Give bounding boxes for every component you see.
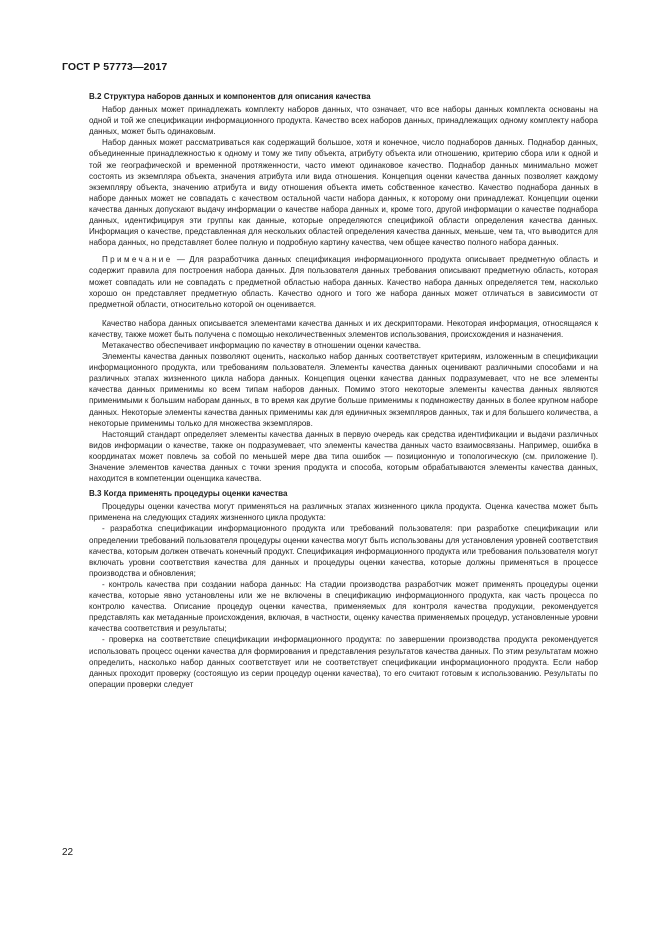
page-number: 22 [62, 847, 74, 858]
paragraph: Настоящий стандарт определяет элементы качества данных в первую очередь как средства идентификации и выдачи различных видов информации о качестве, также он подразумевает, что элементы качества данных часто взаимосвязаны. Например, ошибка в координатах может повлечь за собой по меньшей мере два типа ошибок — позиционную и топологическую (см. приложение I). Значение элементов качества данных с точки зрения продукта и способа, которым обрабатываются элементы качества данных, находится в компетенции оценщика качества. [89, 429, 598, 484]
list-item: - проверка на соответствие спецификации информационного продукта: по завершении производства продукта рекомендуется использовать процесс оценки качества для формирования и представления результатов качества данных. По этим результатам можно определить, насколько набор данных соответствует или не соответствует спецификации информационного продукта. Если набор данных проходит проверку (состоящую из серии процедур оценки качества), то его считают готовым к использованию. Результаты по операции проверки следует [89, 635, 598, 689]
list-item: - контроль качества при создании набора данных: На стадии производства разработчик может применять процедуры оценки качества, которые явно установлены или же не включены в спецификацию информационного продукта, как часть процесса по контролю качества. Описание процедур оценки качества, применяемых для контроля качества продукции, рекомендуется представлять как метаданные происхождения, включая, в частности, оценку качества применяемых процедур, установленные уровни качества соответствия и результаты; [89, 579, 598, 634]
document-body [89, 91, 598, 690]
section-b2-title: B.2 Структура наборов данных и компонентов для описания качества [89, 92, 371, 101]
note-paragraph [89, 254, 598, 309]
note-text: — Для разработчика данных спецификация информационного продукта описывает предметную область и содержит правила для построения набора данных. Для пользователя данных требования описывают предметную область, которая может совпадать или не совпадать с предметной областью набора данных. Качество набора данных определяется тем, насколько хорошо он представляет предметную область. Качество одного и того же набора данных может отличаться в зависимости от предметной области, относительно которой он оценивается. [89, 255, 598, 309]
paragraph: Качество набора данных описывается элементами качества данных и их дескрипторами. Некоторая информация, относящаяся к качеству, также может быть получена с помощью неколичественных элементов использования, происхождения и назначения. [89, 318, 598, 339]
section-b3-title: B.3 Когда применять процедуры оценки качества [89, 489, 288, 499]
document-header: ГОСТ Р 57773—2017 [62, 61, 168, 73]
note-label: Примечание [102, 255, 173, 265]
paragraph: Метакачество обеспечивает информацию по качеству в отношении оценки качества. [102, 340, 422, 350]
paragraph: Набор данных может рассматриваться как содержащий большое, хотя и конечное, число поднаборов данных. Поднабор данных, объединенные принадлежностью к одному и тому же типу объекта, атрибуту объекта или отношению, критерию сбора или к одной и той же географической и временной протяженности, часто имеют одинаковое качество. Поднабор данных минимально может состоять из экземпляра объекта, значения атрибута или вида отношения. Концепция оценки качества данных позволяет каждому экземпляру объекта, значению атрибута и виду отношения объекта иметь собственное качество. Качество поднабора данных в наборе данных может не совпадать с качеством остальной части набора данных, к которому они принадлежат. Концепции оценки качества данных допускают выдачу информации о качестве набора данных и, кроме того, другой информации о качестве поднабора данных, идентифицируя эти группы как данные, которые определяются спецификой области определения качества данных. Информация о качестве, представленная для нескольких областей определения качества данных, меньше, чем та, что выводится для набора данных, но представляет более полную и подробную картину качества, чем общее качество полного набора данных. [89, 138, 598, 248]
list-item: - разработка спецификации информационного продукта или требований пользователя: при разработке спецификации или определении требований пользователя процедуры оценки качества могут быть использованы для установления уровней соответствия качества, которым должен отвечать конечный продукт. Спецификация информационного продукта или требования пользователя могут включать уровни соответствия качества для данных и процедуры оценки качества, которые должны применяться в процессе производства и обновления; [89, 524, 598, 578]
paragraph: Элементы качества данных позволяют оценить, насколько набор данных соответствует критериям, изложенным в спецификации информационного продукта, или требованиям пользователя. Элементы качества данных оценивают различными способами и на различных этапах жизненного цикла набора данных. Концепция оценки качества данных подразумевает, что не все элементы качества данных применимы ко всем типам наборов данных. Помимо этого некоторые элементы качества данных являются применимыми к большим наборам данных, в то время как другие больше применимы к подмножеству данных в более крупном наборе данных. Некоторые элементы качества данных применимы как для единичных экземпляров данных, так и для большего количества, а некоторые применимы только для множества экземпляров. [89, 352, 598, 428]
paragraph: Набор данных может принадлежать комплекту наборов данных, что означает, что все наборы данных комплекта основаны на одной и той же спецификации информационного продукта. Качество всех наборов данных, принадлежащих одному комплекту набора данных, может быть одинаковым. [89, 105, 598, 137]
paragraph: Процедуры оценки качества могут применяться на различных этапах жизненного цикла продукта. Оценка качества может быть применена на следующих стадиях жизненного цикла продукта: [89, 502, 598, 523]
